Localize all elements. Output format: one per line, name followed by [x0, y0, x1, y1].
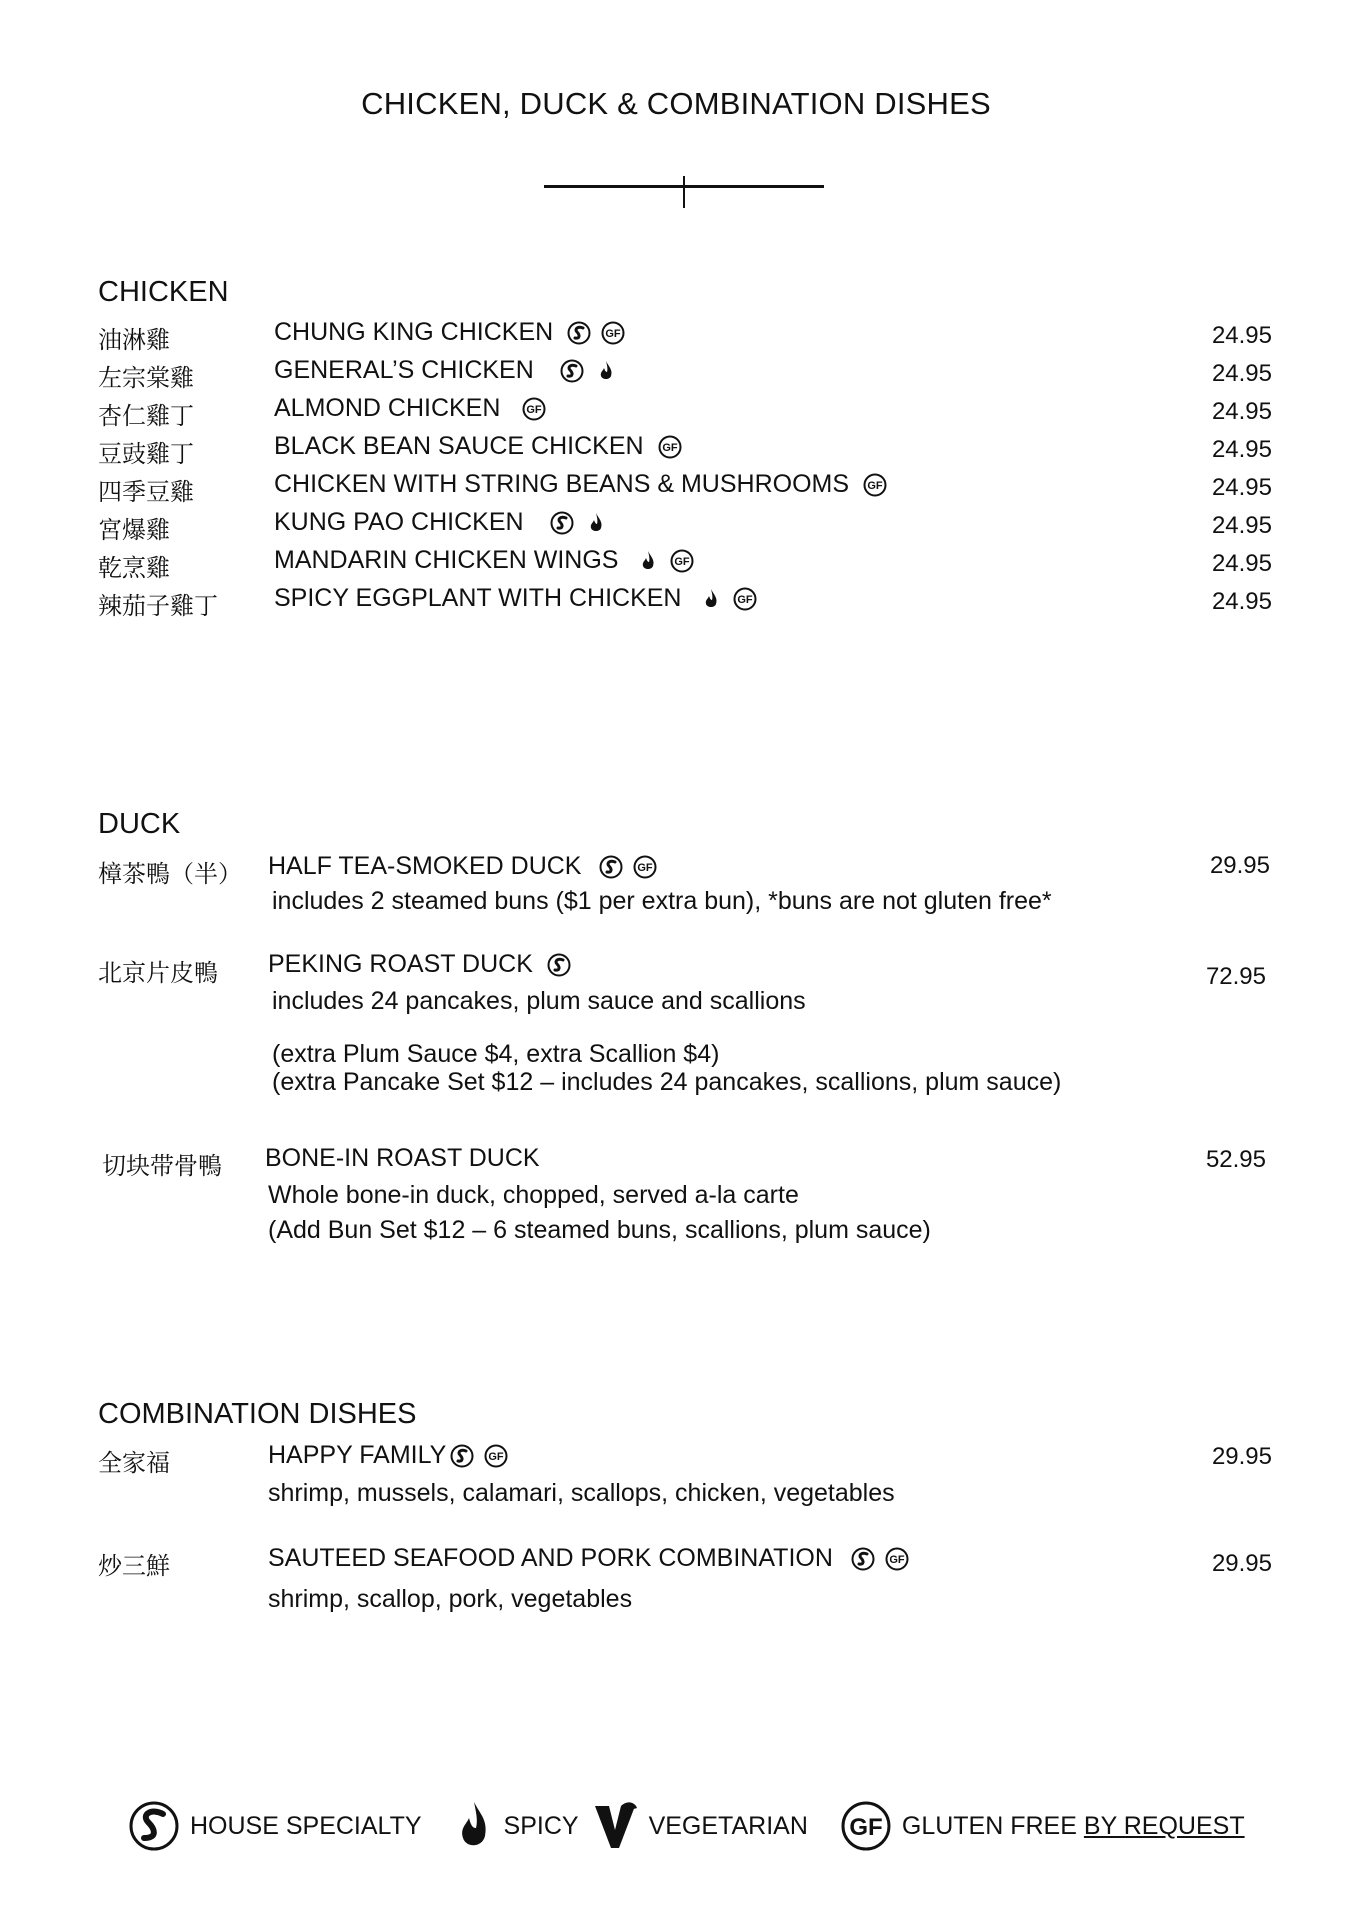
section-heading-duck: DUCK — [98, 808, 181, 840]
item-price: 52.95 — [1205, 1146, 1266, 1173]
item-name-text: SPICY EGGPLANT WITH CHICKEN — [274, 584, 682, 612]
item-name-text: BLACK BEAN SAUCE CHICKEN — [274, 432, 644, 460]
item-price: 29.95 — [1211, 1550, 1272, 1577]
gluten-free-icon — [733, 587, 757, 611]
svg-text:GF: GF — [526, 403, 543, 416]
gluten-free-icon — [658, 435, 682, 459]
item-name — [265, 1144, 554, 1173]
item-name-text: HAPPY FAMILY — [268, 1441, 447, 1469]
spicy-icon — [584, 511, 608, 535]
item-name-text: KUNG PAO CHICKEN — [274, 508, 524, 536]
legend-vegetarian: VEGETARIAN — [648, 1811, 808, 1840]
gluten-free-icon — [670, 549, 694, 573]
house-specialty-icon — [567, 321, 591, 345]
item-name — [274, 432, 692, 461]
item-price: 24.95 — [1211, 474, 1272, 501]
house-specialty-icon — [851, 1547, 875, 1571]
page-title: CHICKEN, DUCK & COMBINATION DISHES — [361, 86, 991, 121]
item-chinese-name: 乾烹雞 — [98, 554, 170, 582]
item-chinese-name: 杏仁雞丁 — [98, 402, 194, 430]
item-price: 24.95 — [1211, 322, 1272, 349]
gluten-free-icon — [522, 397, 546, 421]
title-divider-tick — [683, 176, 685, 208]
item-extras: (extra Pancake Set $12 – includes 24 pancakes, scallions, plum sauce) — [272, 1068, 1062, 1096]
svg-text:GF: GF — [488, 1450, 504, 1463]
item-name — [274, 318, 635, 347]
gluten-free-icon — [601, 321, 625, 345]
spicy-icon — [699, 587, 723, 611]
item-description: includes 24 pancakes, plum sauce and scallions — [272, 987, 806, 1015]
item-price: 29.95 — [1209, 852, 1270, 879]
item-price: 72.95 — [1205, 963, 1266, 990]
svg-text:GF: GF — [661, 441, 678, 454]
item-chinese-name: 炒三鮮 — [98, 1552, 170, 1580]
item-name — [268, 1544, 919, 1573]
legend-spicy: SPICY — [503, 1811, 579, 1840]
spicy-icon — [594, 359, 618, 383]
item-name — [274, 546, 704, 575]
item-chinese-name: 辣茄子雞丁 — [98, 592, 218, 620]
svg-text:GF: GF — [637, 861, 654, 874]
item-name-text: PEKING ROAST DUCK — [268, 950, 533, 978]
item-name — [274, 584, 767, 613]
legend-house-specialty: HOUSE SPECIALTY — [190, 1811, 422, 1840]
item-description: Whole bone-in duck, chopped, served a-la carte — [268, 1181, 799, 1209]
gluten-free-icon — [863, 473, 887, 497]
item-description: includes 2 steamed buns ($1 per extra bun), *buns are not gluten free* — [272, 887, 1052, 915]
gluten-free-icon — [885, 1547, 909, 1571]
item-description: shrimp, mussels, calamari, scallops, chicken, vegetables — [268, 1479, 895, 1507]
item-price: 24.95 — [1211, 550, 1272, 577]
section-heading-chicken: CHICKEN — [98, 276, 229, 308]
item-chinese-name: 全家福 — [98, 1449, 170, 1477]
gluten-free-icon — [484, 1444, 508, 1468]
item-price: 24.95 — [1211, 360, 1272, 387]
spicy-icon — [454, 1800, 494, 1852]
svg-text:GF: GF — [674, 555, 691, 568]
gluten-free-icon — [633, 855, 657, 879]
item-price: 24.95 — [1211, 512, 1272, 539]
item-price: 24.95 — [1211, 398, 1272, 425]
item-name-text: MANDARIN CHICKEN WINGS — [274, 546, 619, 574]
legend-by-request: BY REQUEST — [1083, 1811, 1245, 1840]
section-heading-combination: COMBINATION DISHES — [98, 1398, 417, 1430]
svg-text:GF: GF — [889, 1553, 905, 1566]
item-name-text: SAUTEED SEAFOOD AND PORK COMBINATION — [268, 1544, 833, 1572]
house-specialty-icon — [599, 855, 623, 879]
house-specialty-icon — [128, 1800, 180, 1852]
item-name — [268, 852, 667, 881]
item-chinese-name: 切块带骨鴨 — [102, 1152, 222, 1180]
item-chinese-name: 油淋雞 — [98, 326, 170, 354]
item-name — [268, 950, 581, 979]
item-name — [268, 1441, 518, 1470]
item-chinese-name: 北京片皮鴨 — [98, 959, 218, 987]
item-name-text: GENERAL’S CHICKEN — [274, 356, 534, 384]
item-chinese-name: 豆豉雞丁 — [98, 440, 194, 468]
gluten-free-icon — [840, 1800, 892, 1852]
svg-text:GF: GF — [605, 327, 621, 340]
item-chinese-name: 樟茶鴨（半） — [98, 860, 242, 888]
item-name — [274, 356, 628, 385]
item-name — [274, 508, 618, 537]
item-description: shrimp, scallop, pork, vegetables — [268, 1585, 633, 1613]
item-chinese-name: 四季豆雞 — [98, 478, 194, 506]
item-description: (Add Bun Set $12 – 6 steamed buns, scallions, plum sauce) — [268, 1216, 931, 1244]
item-chinese-name: 宮爆雞 — [98, 516, 170, 544]
house-specialty-icon — [560, 359, 584, 383]
item-chinese-name: 左宗棠雞 — [98, 364, 194, 392]
item-price: 24.95 — [1211, 588, 1272, 615]
item-price: 24.95 — [1211, 436, 1272, 463]
item-name — [274, 470, 897, 499]
legend-gluten-free: GLUTEN FREE — [901, 1811, 1077, 1840]
spicy-icon — [636, 549, 660, 573]
svg-text:GF: GF — [867, 479, 883, 492]
house-specialty-icon — [550, 511, 574, 535]
house-specialty-icon — [450, 1444, 474, 1468]
item-name-text: CHUNG KING CHICKEN — [274, 318, 554, 346]
item-name — [274, 394, 556, 423]
svg-text:GF: GF — [737, 593, 754, 606]
svg-text:GF: GF — [849, 1814, 883, 1841]
item-name-text: BONE-IN ROAST DUCK — [265, 1144, 540, 1172]
house-specialty-icon — [547, 953, 571, 977]
item-name-text: ALMOND CHICKEN — [274, 394, 501, 422]
item-name-text: HALF TEA-SMOKED DUCK — [268, 852, 582, 880]
item-extras: (extra Plum Sauce $4, extra Scallion $4) — [272, 1040, 720, 1068]
item-price: 29.95 — [1211, 1443, 1272, 1470]
item-name-text: CHICKEN WITH STRING BEANS & MUSHROOMS — [274, 470, 850, 498]
icon-legend — [128, 1800, 1245, 1852]
vegetarian-icon — [591, 1800, 639, 1852]
